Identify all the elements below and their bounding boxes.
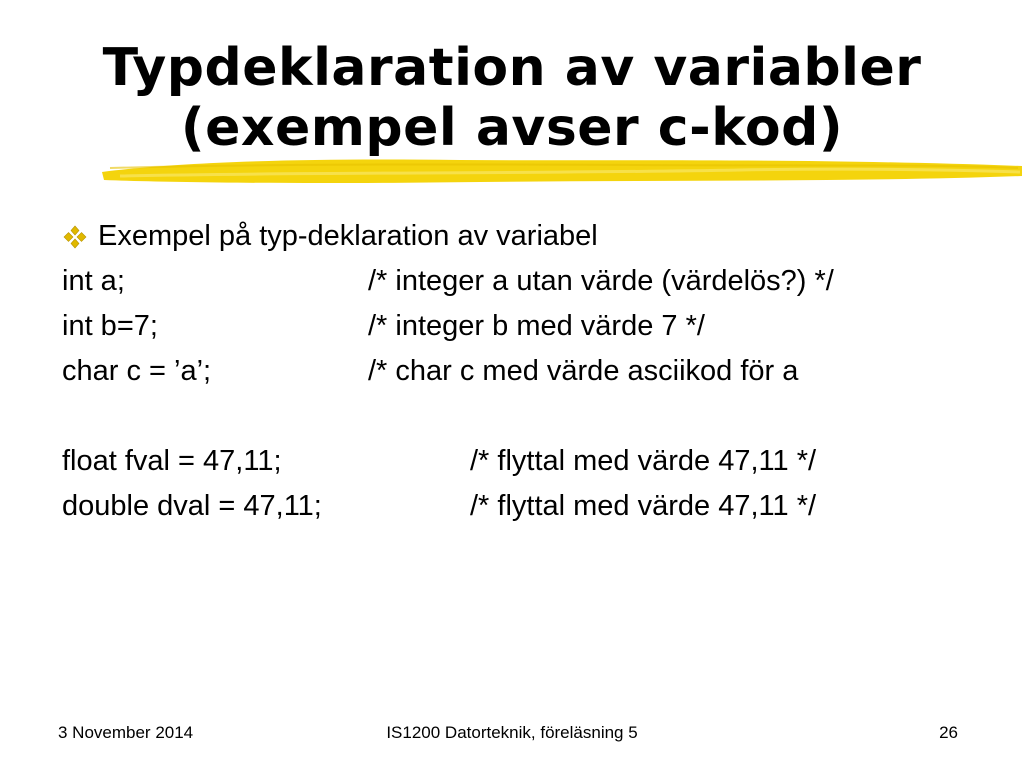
title-line-1: Typdeklaration av variabler xyxy=(102,38,922,98)
footer-course: IS1200 Datorteknik, föreläsning 5 xyxy=(386,723,638,742)
code-comment: /* flyttal med värde 47,11 */ xyxy=(470,445,817,477)
blank-line xyxy=(62,394,1002,439)
code-line xyxy=(62,304,1002,349)
bullet-item xyxy=(62,214,1002,259)
footer-page-number: 26 xyxy=(939,723,958,742)
code-comment: /* char c med värde asciikod för a xyxy=(368,355,799,387)
code-declaration: int b=7; xyxy=(62,310,158,342)
code-line xyxy=(62,484,1002,529)
code-comment: /* integer b med värde 7 */ xyxy=(368,310,705,342)
code-comment: /* flyttal med värde 47,11 */ xyxy=(470,490,817,522)
footer-date: 3 November 2014 xyxy=(58,723,194,742)
slide-body xyxy=(62,214,1002,529)
code-declaration: float fval = 47,11; xyxy=(62,445,282,477)
four-diamond-bullet-icon xyxy=(62,224,88,250)
code-line xyxy=(62,259,1002,304)
code-line xyxy=(62,439,1002,484)
code-declaration: double dval = 47,11; xyxy=(62,490,322,522)
code-declaration: char c = ’a’; xyxy=(62,355,212,387)
code-line xyxy=(62,349,1002,394)
bullet-text: Exempel på typ-deklaration av variabel xyxy=(98,220,598,252)
code-comment: /* integer a utan värde (värdelös?) */ xyxy=(368,265,834,297)
code-declaration: int a; xyxy=(62,265,125,297)
title-line-2: (exempel avser c-kod) xyxy=(180,98,844,158)
slide-title xyxy=(0,38,1024,158)
